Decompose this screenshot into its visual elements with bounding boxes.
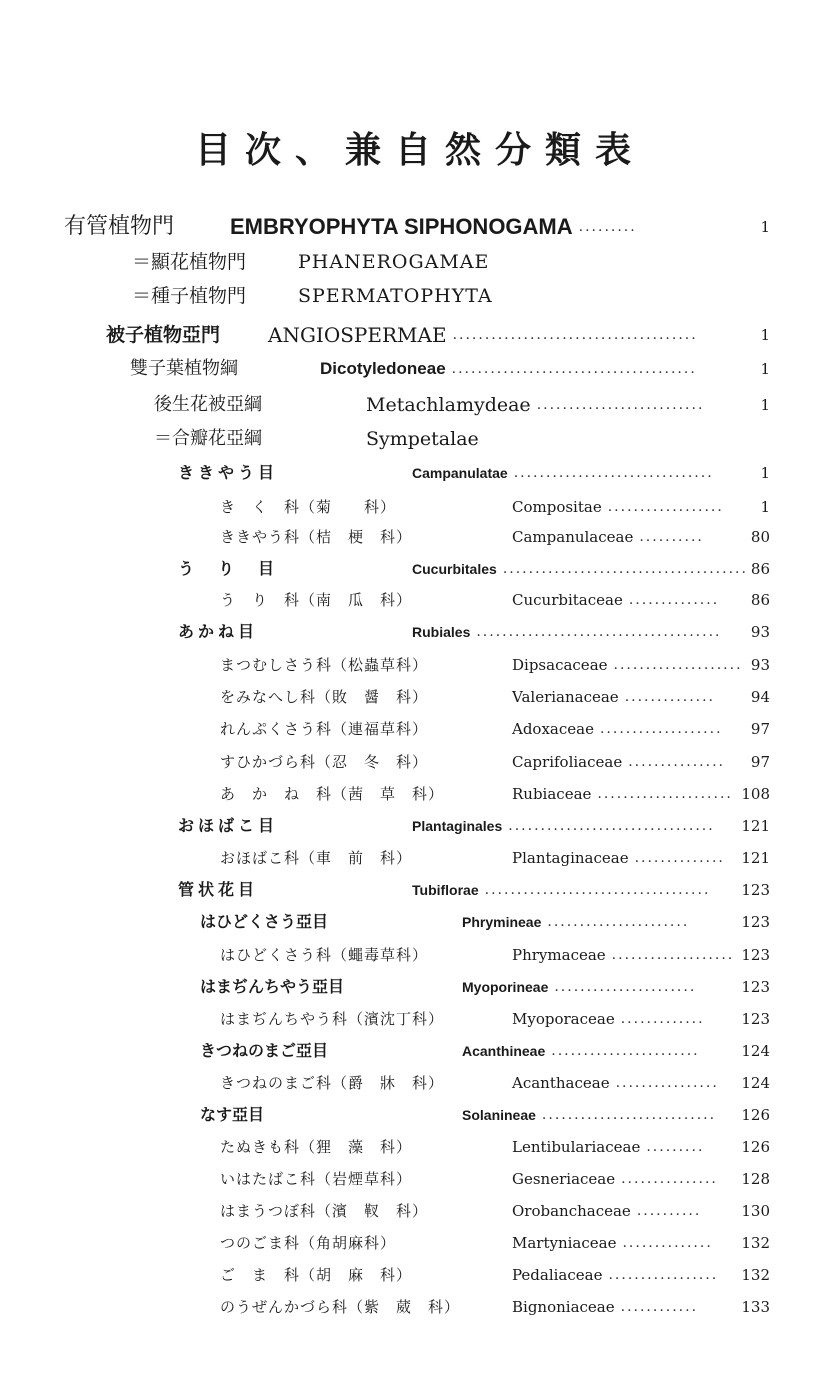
toc-entry	[106, 320, 730, 350]
entry-japanese-name: れんぷくさう科（連福草科）	[220, 720, 429, 738]
entry-latin-name: Orobanchaceae	[512, 1202, 631, 1220]
dot-leader: ......................	[547, 914, 690, 930]
entry-japanese-name: ききやう目	[178, 463, 279, 482]
entry-latin-name: SPERMATOPHYTA	[298, 285, 493, 307]
entry-page-number: 123	[741, 978, 770, 996]
dot-leader: ...................................	[484, 882, 711, 898]
entry-page-number: 126	[741, 1106, 770, 1124]
entry-latin-name: Myoporaceae	[512, 1010, 615, 1028]
entry-japanese-name: 後生花被亞綱	[154, 394, 262, 415]
entry-latin-name: Gesneriaceae	[512, 1170, 616, 1188]
entry-page-number: 132	[741, 1234, 770, 1252]
entry-japanese-name: ＝顯花植物門	[132, 251, 247, 273]
entry-page-number: 1	[760, 360, 770, 378]
entry-japanese-name: まつむしさう科（松蟲草科）	[220, 656, 429, 674]
entry-japanese-name: いはたばこ科（岩煙草科）	[220, 1170, 413, 1188]
toc-entry	[154, 424, 730, 454]
entry-japanese-name: はまぢんちやう亞目	[200, 977, 345, 996]
toc-entry	[220, 1228, 730, 1258]
toc-entry	[220, 1164, 730, 1194]
dot-leader: ..........	[636, 1203, 702, 1219]
entry-page-number: 97	[750, 720, 770, 738]
dot-leader: .............	[620, 1011, 705, 1027]
entry-latin-name: Phrymaceae	[512, 946, 606, 964]
toc-entry	[130, 354, 730, 384]
toc-entry	[220, 1004, 730, 1034]
entry-latin-name: Compositae	[512, 498, 602, 516]
dot-leader: ............	[620, 1299, 699, 1315]
toc-entry	[220, 1260, 730, 1290]
entry-japanese-name: をみなへし科（敗 醤 科）	[220, 688, 429, 706]
toc-entry	[178, 458, 730, 488]
entry-page-number: 86	[750, 591, 770, 609]
entry-page-number: 93	[750, 656, 770, 674]
toc-entry	[220, 522, 730, 552]
entry-latin-name: Sympetalae	[366, 428, 479, 450]
entry-latin-name: Pedaliaceae	[512, 1266, 603, 1284]
dot-leader: .....................	[597, 786, 733, 802]
entry-japanese-name: ききやう科（桔 梗 科）	[220, 528, 413, 546]
entry-latin-name: Rubiales	[412, 624, 471, 640]
entry-page-number: 123	[741, 913, 770, 931]
dot-leader: ......................................	[452, 327, 698, 343]
entry-latin-name: PHANEROGAMAE	[298, 251, 490, 273]
entry-latin-name: Adoxaceae	[512, 720, 594, 738]
toc-entry	[178, 617, 730, 647]
entry-latin-name: Bignoniaceae	[512, 1298, 615, 1316]
toc-entry	[220, 843, 730, 873]
toc-entry	[220, 714, 730, 744]
entry-page-number: 1	[760, 218, 770, 236]
toc-entry	[220, 650, 743, 680]
entry-japanese-name: 管状花目	[178, 880, 259, 899]
entry-latin-name: Phrymineae	[462, 914, 542, 930]
entry-page-number: 128	[741, 1170, 770, 1188]
entry-japanese-name: つのごま科（角胡麻科）	[220, 1234, 397, 1252]
toc-entry	[220, 682, 730, 712]
entry-page-number: 80	[750, 528, 770, 546]
entry-japanese-name: 被子植物亞門	[106, 324, 221, 346]
entry-japanese-name: う り 目	[178, 559, 279, 578]
entry-page-number: 124	[741, 1042, 770, 1060]
entry-japanese-name: ＝種子植物門	[132, 285, 247, 307]
toc-entry	[220, 492, 730, 522]
entry-japanese-name: きつねのまご科（爵 牀 科）	[220, 1074, 445, 1092]
entry-latin-name: Campanulatae	[412, 465, 508, 481]
dot-leader: ......................	[554, 979, 697, 995]
entry-page-number: 123	[741, 946, 770, 964]
dot-leader: ...............................	[513, 465, 714, 481]
entry-japanese-name: き く 科（菊 科）	[220, 498, 397, 516]
entry-latin-name: Rubiaceae	[512, 785, 592, 803]
dot-leader: .................	[608, 1267, 719, 1283]
dot-leader: ..............	[624, 689, 715, 705]
entry-latin-name: Dipsacaceae	[512, 656, 608, 674]
toc-entry	[220, 585, 730, 615]
entry-latin-name: Cucurbitaceae	[512, 591, 623, 609]
entry-latin-name: Martyniaceae	[512, 1234, 617, 1252]
toc-entry	[178, 875, 730, 905]
entry-japanese-name: おほばこ目	[178, 816, 279, 835]
dot-leader: ......................................	[476, 624, 722, 640]
entry-japanese-name: たぬきも科（狸 藻 科）	[220, 1138, 413, 1156]
toc-entry	[200, 907, 730, 937]
toc-entry	[178, 554, 748, 584]
entry-page-number: 97	[750, 753, 770, 771]
dot-leader: ..................	[607, 499, 724, 515]
dot-leader: ..........	[639, 529, 704, 545]
dot-leader: ....................	[613, 657, 743, 673]
entry-page-number: 1	[760, 396, 770, 414]
entry-latin-name: Lentibulariaceae	[512, 1138, 641, 1156]
dot-leader: ...............	[621, 1171, 718, 1187]
entry-japanese-name: すひかづら科（忍 冬 科）	[220, 753, 429, 771]
entry-japanese-name: う り 科（南 瓜 科）	[220, 591, 413, 609]
entry-japanese-name: なす亞目	[200, 1105, 265, 1124]
entry-latin-name: Campanulaceae	[512, 528, 634, 546]
entry-latin-name: Valerianaceae	[512, 688, 619, 706]
entry-latin-name: Dicotyledoneae	[320, 359, 446, 378]
entry-japanese-name: はひどくさう科（蠅毒草科）	[220, 946, 429, 964]
toc-entry	[200, 1100, 730, 1130]
dot-leader: ..............	[622, 1235, 713, 1251]
dot-leader: ..........................	[536, 397, 705, 413]
toc-entry	[200, 1036, 730, 1066]
entry-latin-name: Cucurbitales	[412, 561, 497, 577]
dot-leader: .........	[646, 1139, 705, 1155]
entry-latin-name: Caprifoliaceae	[512, 753, 623, 771]
toc-entry	[178, 811, 730, 841]
dot-leader: .........	[578, 219, 637, 235]
entry-latin-name: Tubiflorae	[412, 882, 479, 898]
entry-page-number: 1	[760, 326, 770, 344]
page-title: 目次、兼自然分類表	[194, 129, 645, 171]
toc-entry	[220, 747, 730, 777]
entry-latin-name: Plantaginales	[412, 818, 503, 834]
dot-leader: ................	[615, 1075, 719, 1091]
dot-leader: ......................................	[502, 561, 748, 577]
entry-page-number: 108	[741, 785, 770, 803]
toc-entry	[220, 1292, 730, 1322]
dot-leader: ..............	[628, 592, 720, 608]
dot-leader: ................................	[508, 818, 715, 834]
entry-page-number: 130	[741, 1202, 770, 1220]
toc-entry	[200, 972, 730, 1002]
entry-latin-name: Solanineae	[462, 1107, 536, 1123]
entry-latin-name: Myoporineae	[462, 979, 549, 995]
entry-page-number: 132	[741, 1266, 770, 1284]
dot-leader: ...................	[611, 947, 735, 963]
entry-japanese-name: ＝合瓣花亞綱	[154, 428, 262, 449]
entry-page-number: 86	[750, 560, 770, 578]
entry-latin-name: Acanthineae	[462, 1043, 546, 1059]
toc-entry	[132, 247, 730, 277]
toc-entry	[220, 940, 735, 970]
entry-latin-name: Plantaginaceae	[512, 849, 629, 867]
entry-japanese-name: はひどくさう亞目	[200, 912, 329, 931]
entry-latin-name: EMBRYOPHYTA SIPHONOGAMA	[230, 214, 573, 239]
entry-page-number: 123	[741, 881, 770, 899]
entry-page-number: 94	[750, 688, 770, 706]
dot-leader: .......................	[551, 1043, 700, 1059]
entry-latin-name: ANGIOSPERMAE	[268, 323, 447, 347]
entry-page-number: 121	[741, 817, 770, 835]
toc-entry	[154, 390, 730, 420]
dot-leader: ......................................	[451, 361, 697, 377]
entry-page-number: 133	[741, 1298, 770, 1316]
toc-entry	[220, 1068, 730, 1098]
entry-japanese-name: ご ま 科（胡 麻 科）	[220, 1266, 413, 1284]
entry-page-number: 123	[741, 1010, 770, 1028]
toc-entry	[132, 281, 730, 311]
entry-japanese-name: 雙子葉植物綱	[130, 358, 238, 379]
entry-page-number: 93	[750, 623, 770, 641]
entry-page-number: 126	[741, 1138, 770, 1156]
entry-latin-name: Metachlamydeae	[366, 394, 531, 416]
entry-japanese-name: のうぜんかづら科（紫 葳 科）	[220, 1298, 461, 1316]
entry-japanese-name: はまうつぼ科（濱 靫 科）	[220, 1202, 429, 1220]
entry-japanese-name: あ か ね 科（茜 草 科）	[220, 785, 445, 803]
entry-japanese-name: 有管植物門	[64, 214, 175, 239]
entry-japanese-name: おほばこ科（車 前 科）	[220, 849, 413, 867]
entry-japanese-name: きつねのまご亞目	[200, 1041, 329, 1060]
entry-page-number: 1	[760, 464, 770, 482]
dot-leader: ...............	[628, 754, 725, 770]
entry-latin-name: Acanthaceae	[512, 1074, 610, 1092]
entry-japanese-name: はまぢんちやう科（濱沈丁科）	[220, 1010, 445, 1028]
dot-leader: ..............	[634, 850, 725, 866]
entry-page-number: 121	[741, 849, 770, 867]
toc-entry	[220, 1196, 730, 1226]
toc-entry	[220, 779, 733, 809]
dot-leader: ...................	[599, 721, 723, 737]
entry-page-number: 124	[741, 1074, 770, 1092]
dot-leader: ...........................	[541, 1107, 717, 1123]
entry-japanese-name: あかね目	[178, 622, 259, 641]
entry-page-number: 1	[760, 498, 770, 516]
toc-entry	[220, 1132, 730, 1162]
toc-entry	[64, 212, 730, 242]
